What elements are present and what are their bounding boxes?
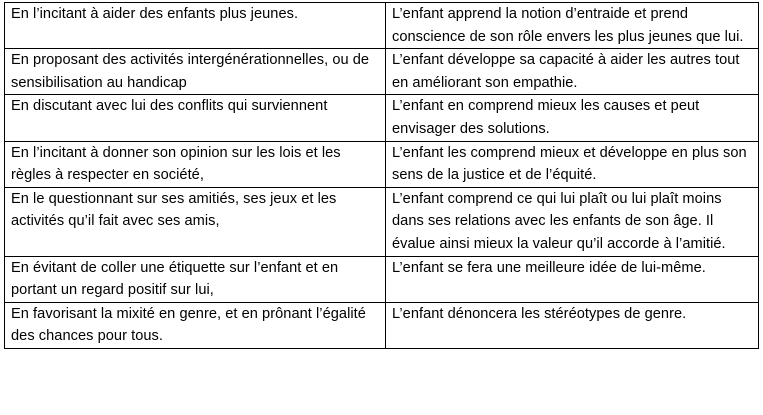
method-cell: En favorisant la mixité en genre, et en prônant l’égalité des chances pour tous. xyxy=(5,302,386,348)
method-cell: En évitant de coller une étiquette sur l’enfant et en portant un regard positif sur lui, xyxy=(5,256,386,302)
outcome-cell: L’enfant comprend ce qui lui plaît ou lui plaît moins dans ses relations avec les enfants de son âge. Il évalue ainsi mieux la valeur qu’il accorde à l’amitié. xyxy=(386,187,759,256)
outcome-cell: L’enfant développe sa capacité à aider les autres tout en améliorant son empathie. xyxy=(386,49,759,95)
table-row xyxy=(5,95,759,141)
table-row xyxy=(5,187,759,256)
table-row xyxy=(5,3,759,49)
outcome-cell: L’enfant se fera une meilleure idée de lui-même. xyxy=(386,256,759,302)
outcome-cell: L’enfant les comprend mieux et développe en plus son sens de la justice et de l’équité. xyxy=(386,141,759,187)
outcome-cell: L’enfant apprend la notion d’entraide et prend conscience de son rôle envers les plus jeunes que lui. xyxy=(386,3,759,49)
outcome-cell: L’enfant dénoncera les stéréotypes de genre. xyxy=(386,302,759,348)
table-row xyxy=(5,141,759,187)
method-cell: En discutant avec lui des conflits qui surviennent xyxy=(5,95,386,141)
table-row xyxy=(5,302,759,348)
table-row xyxy=(5,49,759,95)
method-cell: En le questionnant sur ses amitiés, ses jeux et les activités qu’il fait avec ses amis, xyxy=(5,187,386,256)
method-outcome-table xyxy=(4,2,759,349)
table-row xyxy=(5,256,759,302)
method-cell: En l’incitant à aider des enfants plus jeunes. xyxy=(5,3,386,49)
method-cell: En proposant des activités intergénérationnelles, ou de sensibilisation au handicap xyxy=(5,49,386,95)
outcome-cell: L’enfant en comprend mieux les causes et peut envisager des solutions. xyxy=(386,95,759,141)
method-cell: En l’incitant à donner son opinion sur les lois et les règles à respecter en société, xyxy=(5,141,386,187)
